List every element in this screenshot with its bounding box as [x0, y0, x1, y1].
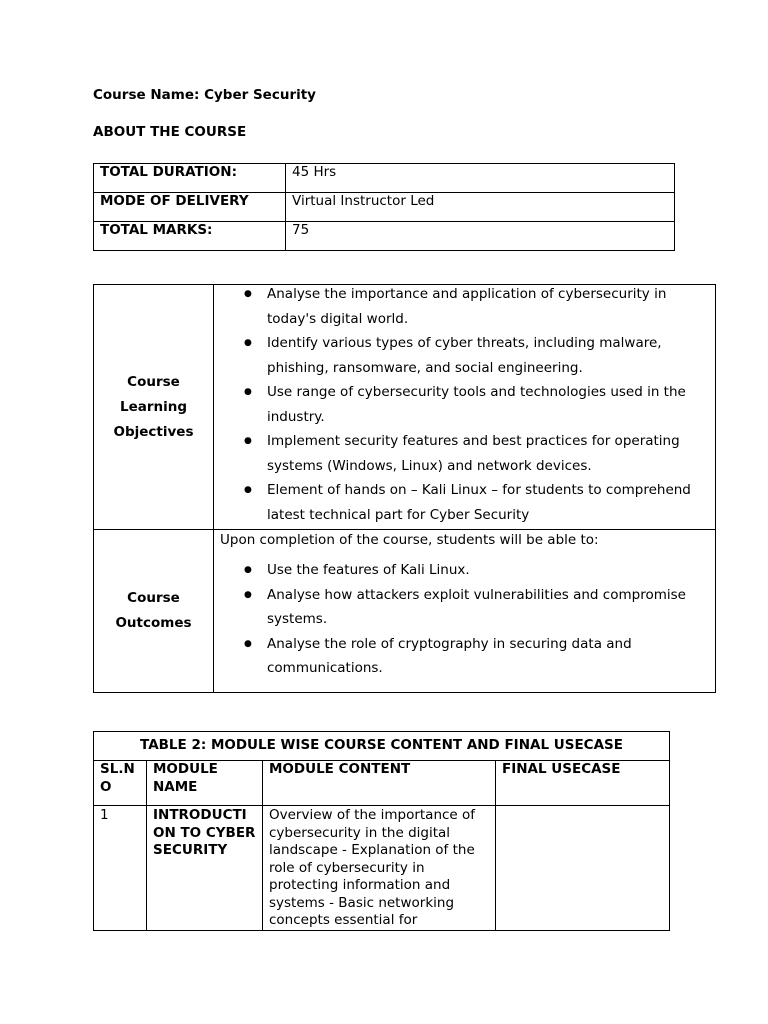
- table-caption-row: [94, 732, 670, 761]
- course-name-title: Course Name: Cyber Security: [93, 87, 316, 103]
- table-key: TOTAL DURATION:: [94, 164, 286, 193]
- header-module-content: MODULE CONTENT: [263, 761, 496, 806]
- about-course-table: [93, 163, 675, 251]
- outcomes-row: [94, 530, 716, 693]
- list-item: ● Element of hands on – Kali Linux – for students to comprehend latest technical part for Cyber Security: [220, 478, 709, 527]
- outcomes-content: [214, 530, 716, 693]
- outcomes-list: [220, 558, 709, 681]
- outcomes-intro: Upon completion of the course, students will be able to:: [220, 532, 599, 548]
- outcomes-label: Course Outcomes: [94, 530, 214, 693]
- table-value: 75: [286, 222, 675, 251]
- cell-final-usecase: [496, 806, 670, 931]
- table-row: [94, 222, 675, 251]
- table-value: 45 Hrs: [286, 164, 675, 193]
- header-final-usecase: FINAL USECASE: [496, 761, 670, 806]
- list-item: ● Analyse how attackers exploit vulnerabilities and compromise systems.: [220, 583, 709, 632]
- about-heading: ABOUT THE COURSE: [93, 124, 247, 140]
- objectives-label: Course Learning Objectives: [94, 285, 214, 530]
- objectives-outcomes-table: [93, 284, 716, 693]
- table-row: [94, 806, 670, 931]
- list-item: ● Analyse the importance and application of cybersecurity in today's digital world.: [220, 282, 709, 331]
- table-row: [94, 164, 675, 193]
- header-sl-no: SL.NO: [94, 761, 147, 806]
- table-key: MODE OF DELIVERY: [94, 193, 286, 222]
- table-header-row: [94, 761, 670, 806]
- list-item: ● Analyse the role of cryptography in securing data and communications.: [220, 632, 709, 681]
- table-value: Virtual Instructor Led: [286, 193, 675, 222]
- table-caption: TABLE 2: MODULE WISE COURSE CONTENT AND FINAL USECASE: [94, 732, 670, 761]
- header-module-name: MODULE NAME: [147, 761, 263, 806]
- list-item: ● Use range of cybersecurity tools and technologies used in the industry.: [220, 380, 709, 429]
- objectives-row: [94, 285, 716, 530]
- cell-module-content: Overview of the importance of cybersecurity in the digital landscape - Explanation of the role of cybersecurity in protecting information and systems - Basic networking concepts essential for: [263, 806, 496, 931]
- cell-module-name: INTRODUCTION TO CYBERSECURITY: [147, 806, 263, 931]
- table-key: TOTAL MARKS:: [94, 222, 286, 251]
- table-row: [94, 193, 675, 222]
- objectives-list: [220, 282, 709, 527]
- list-item: ● Implement security features and best practices for operating systems (Windows, Linux) and network devices.: [220, 429, 709, 478]
- objectives-content: [214, 285, 716, 530]
- list-item: ● Use the features of Kali Linux.: [220, 558, 709, 583]
- cell-sl-no: 1: [94, 806, 147, 931]
- module-content-table: [93, 731, 670, 931]
- list-item: ● Identify various types of cyber threats, including malware, phishing, ransomware, and social engineering.: [220, 331, 709, 380]
